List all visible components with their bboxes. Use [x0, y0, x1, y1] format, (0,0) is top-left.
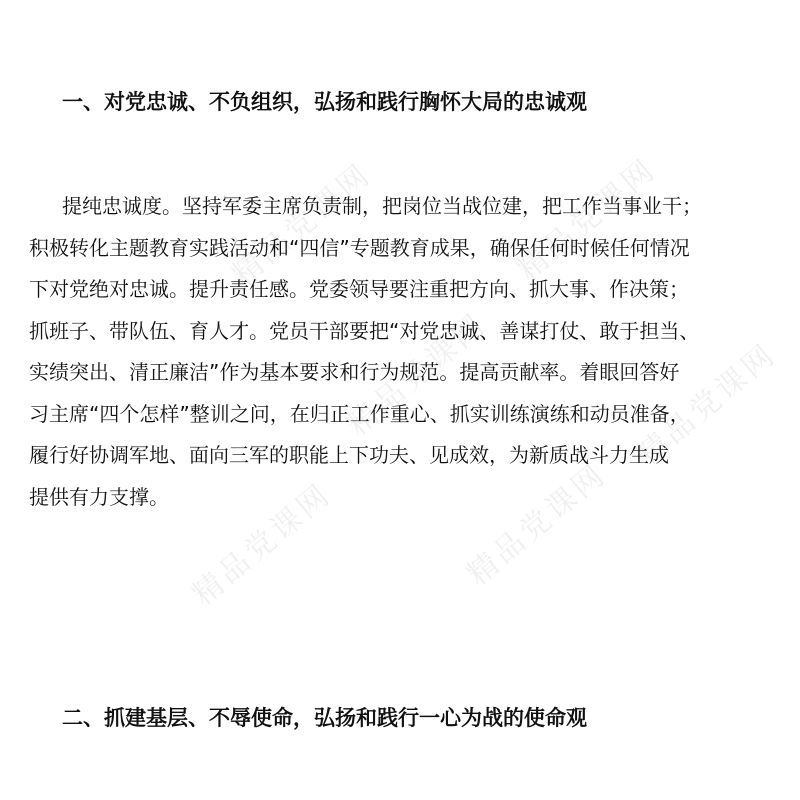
watermark: 精品党课网	[510, 151, 664, 288]
paragraph-line: 下对党绝对忠诚。提升责任感。党委领导要注重把方向、抓大事、作决策；	[29, 277, 689, 301]
watermark: 精品党课网	[630, 336, 784, 473]
watermark: 精品党课网	[225, 156, 379, 293]
paragraph-line: 积极转化主题教育实践活动和“四信”专题教育成果，确保任何时候任何情况	[29, 235, 690, 260]
paragraph-line: 习主席“四个怎样”整训之问，在归正工作重心、抓实训练演练和动员准备，	[29, 401, 690, 426]
watermark: 精品党课网	[340, 306, 494, 443]
paragraph	[29, 186, 779, 518]
paragraph-lead: 提纯忠诚度。	[62, 194, 182, 218]
paragraph-line: 提供有力支撑。	[29, 484, 169, 509]
paragraph-line: 抓班子、带队伍、育人才。党员干部要把“对党忠诚、善谋打仗、敢于担当、	[29, 318, 700, 343]
watermark: 精品党课网	[185, 476, 339, 613]
paragraph-line-1-text: 坚持军委主席负责制，把岗位当战位建，把工作当事业干；	[182, 194, 702, 218]
paragraph-line-1	[29, 186, 779, 228]
section-heading-2: 二、抓建基层、不辱使命，弘扬和践行一心为战的使命观	[62, 706, 587, 730]
section-heading-1: 一、对党忠诚、不负组织，弘扬和践行胸怀大局的忠诚观	[62, 90, 587, 114]
watermark: 精品党课网	[460, 456, 614, 593]
paragraph-line: 履行好协调军地、面向三军的职能上下功夫、见成效，为新质战斗力生成	[29, 443, 669, 467]
paragraph-line: 实绩突出、清正廉洁”作为基本要求和行为规范。提高贡献率。着眼回答好	[29, 360, 680, 384]
